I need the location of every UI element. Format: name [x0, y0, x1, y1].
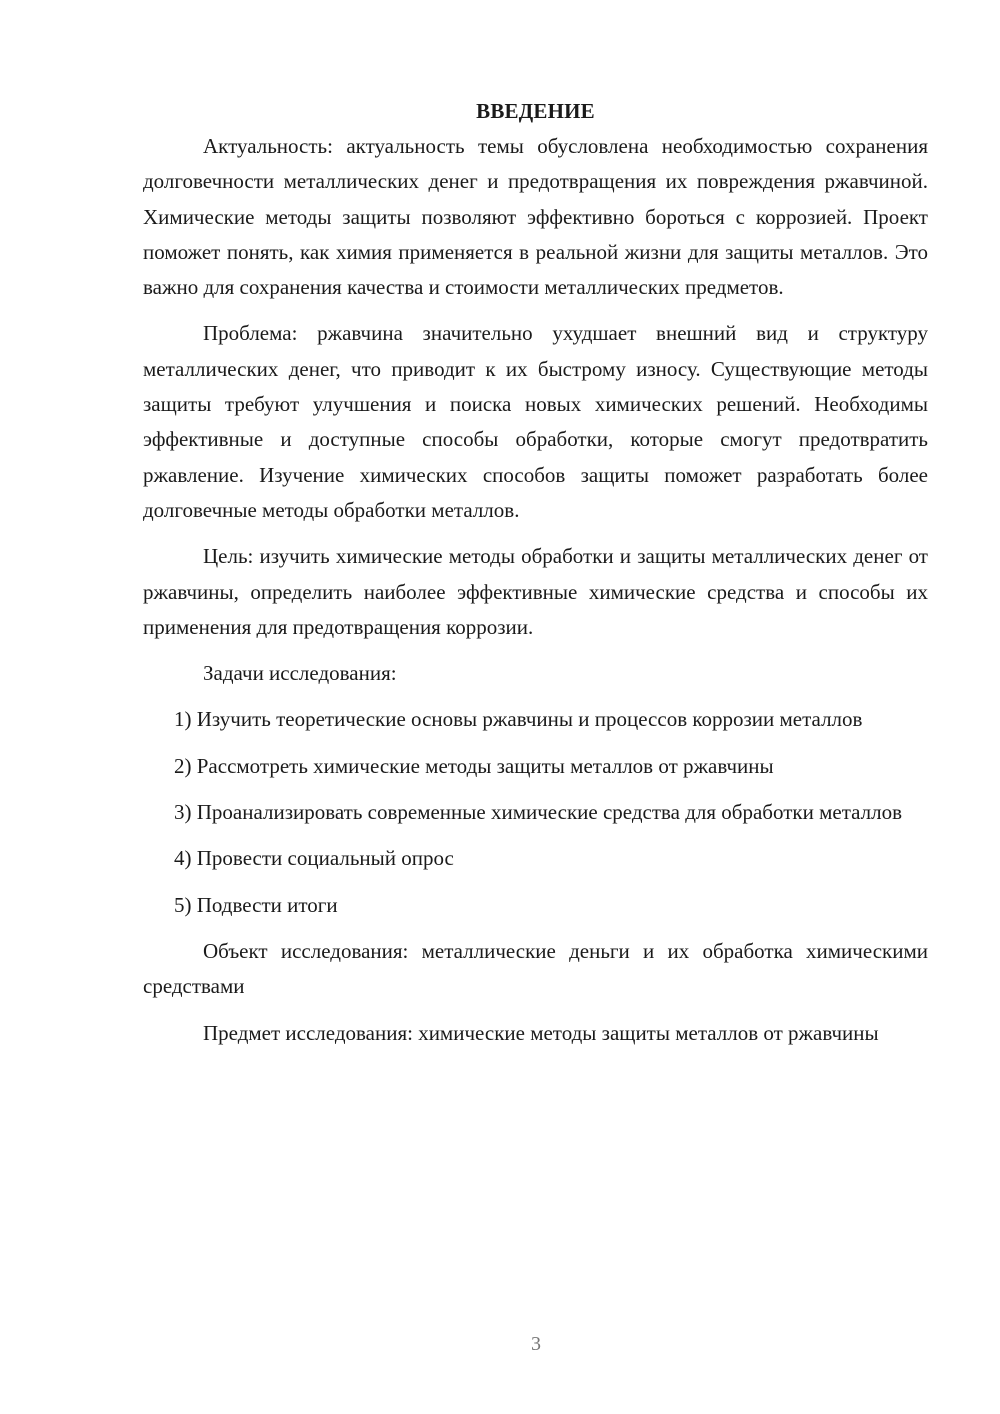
- problem-paragraph: Проблема: ржавчина значительно ухудшает внешний вид и структуру металлических денег, что приводит к их быстрому износу. Существующие методы защиты требуют улучшения и поиска новых химических решений. Необходимы эффективные и доступные способы обработки, которые смогут предотвратить ржавление. Изучение химических способов защиты поможет разработать более долговечные методы обработки металлов.: [143, 321, 928, 522]
- page-number: 3: [531, 1333, 541, 1355]
- object-paragraph: Объект исследования: металлические деньги и их обработка химическими средствами: [143, 938, 928, 999]
- task-item-3: 3) Проанализировать современные химические средства для обработки металлов: [174, 800, 903, 825]
- task-item-5: 5) Подвести итоги: [174, 892, 338, 917]
- subject-paragraph: Предмет исследования: химические методы защиты металлов от ржавчины: [203, 1020, 879, 1045]
- task-item-1: 1) Изучить теоретические основы ржавчины и процессов коррозии металлов: [174, 707, 863, 732]
- goal-paragraph: Цель: изучить химические методы обработки и защиты металлических денег от ржавчины, определить наиболее эффективные химические средства и способы их применения для предотвращения коррозии.: [143, 544, 928, 639]
- section-title: ВВЕДЕНИЕ: [476, 99, 595, 123]
- task-item-4: 4) Провести социальный опрос: [174, 846, 454, 871]
- tasks-heading: Задачи исследования:: [203, 661, 397, 686]
- task-item-2: 2) Рассмотреть химические методы защиты металлов от ржавчины: [174, 753, 774, 778]
- relevance-paragraph: Актуальность: актуальность темы обусловлена необходимостью сохранения долговечности металлических денег и предотвращения их повреждения ржавчиной. Химические методы защиты позволяют эффективно бороться с коррозией. Проект поможет понять, как химия применяется в реальной жизни для защиты металлов. Это важно для сохранения качества и стоимости металлических предметов.: [143, 134, 928, 300]
- document-page: [143, 95, 928, 1062]
